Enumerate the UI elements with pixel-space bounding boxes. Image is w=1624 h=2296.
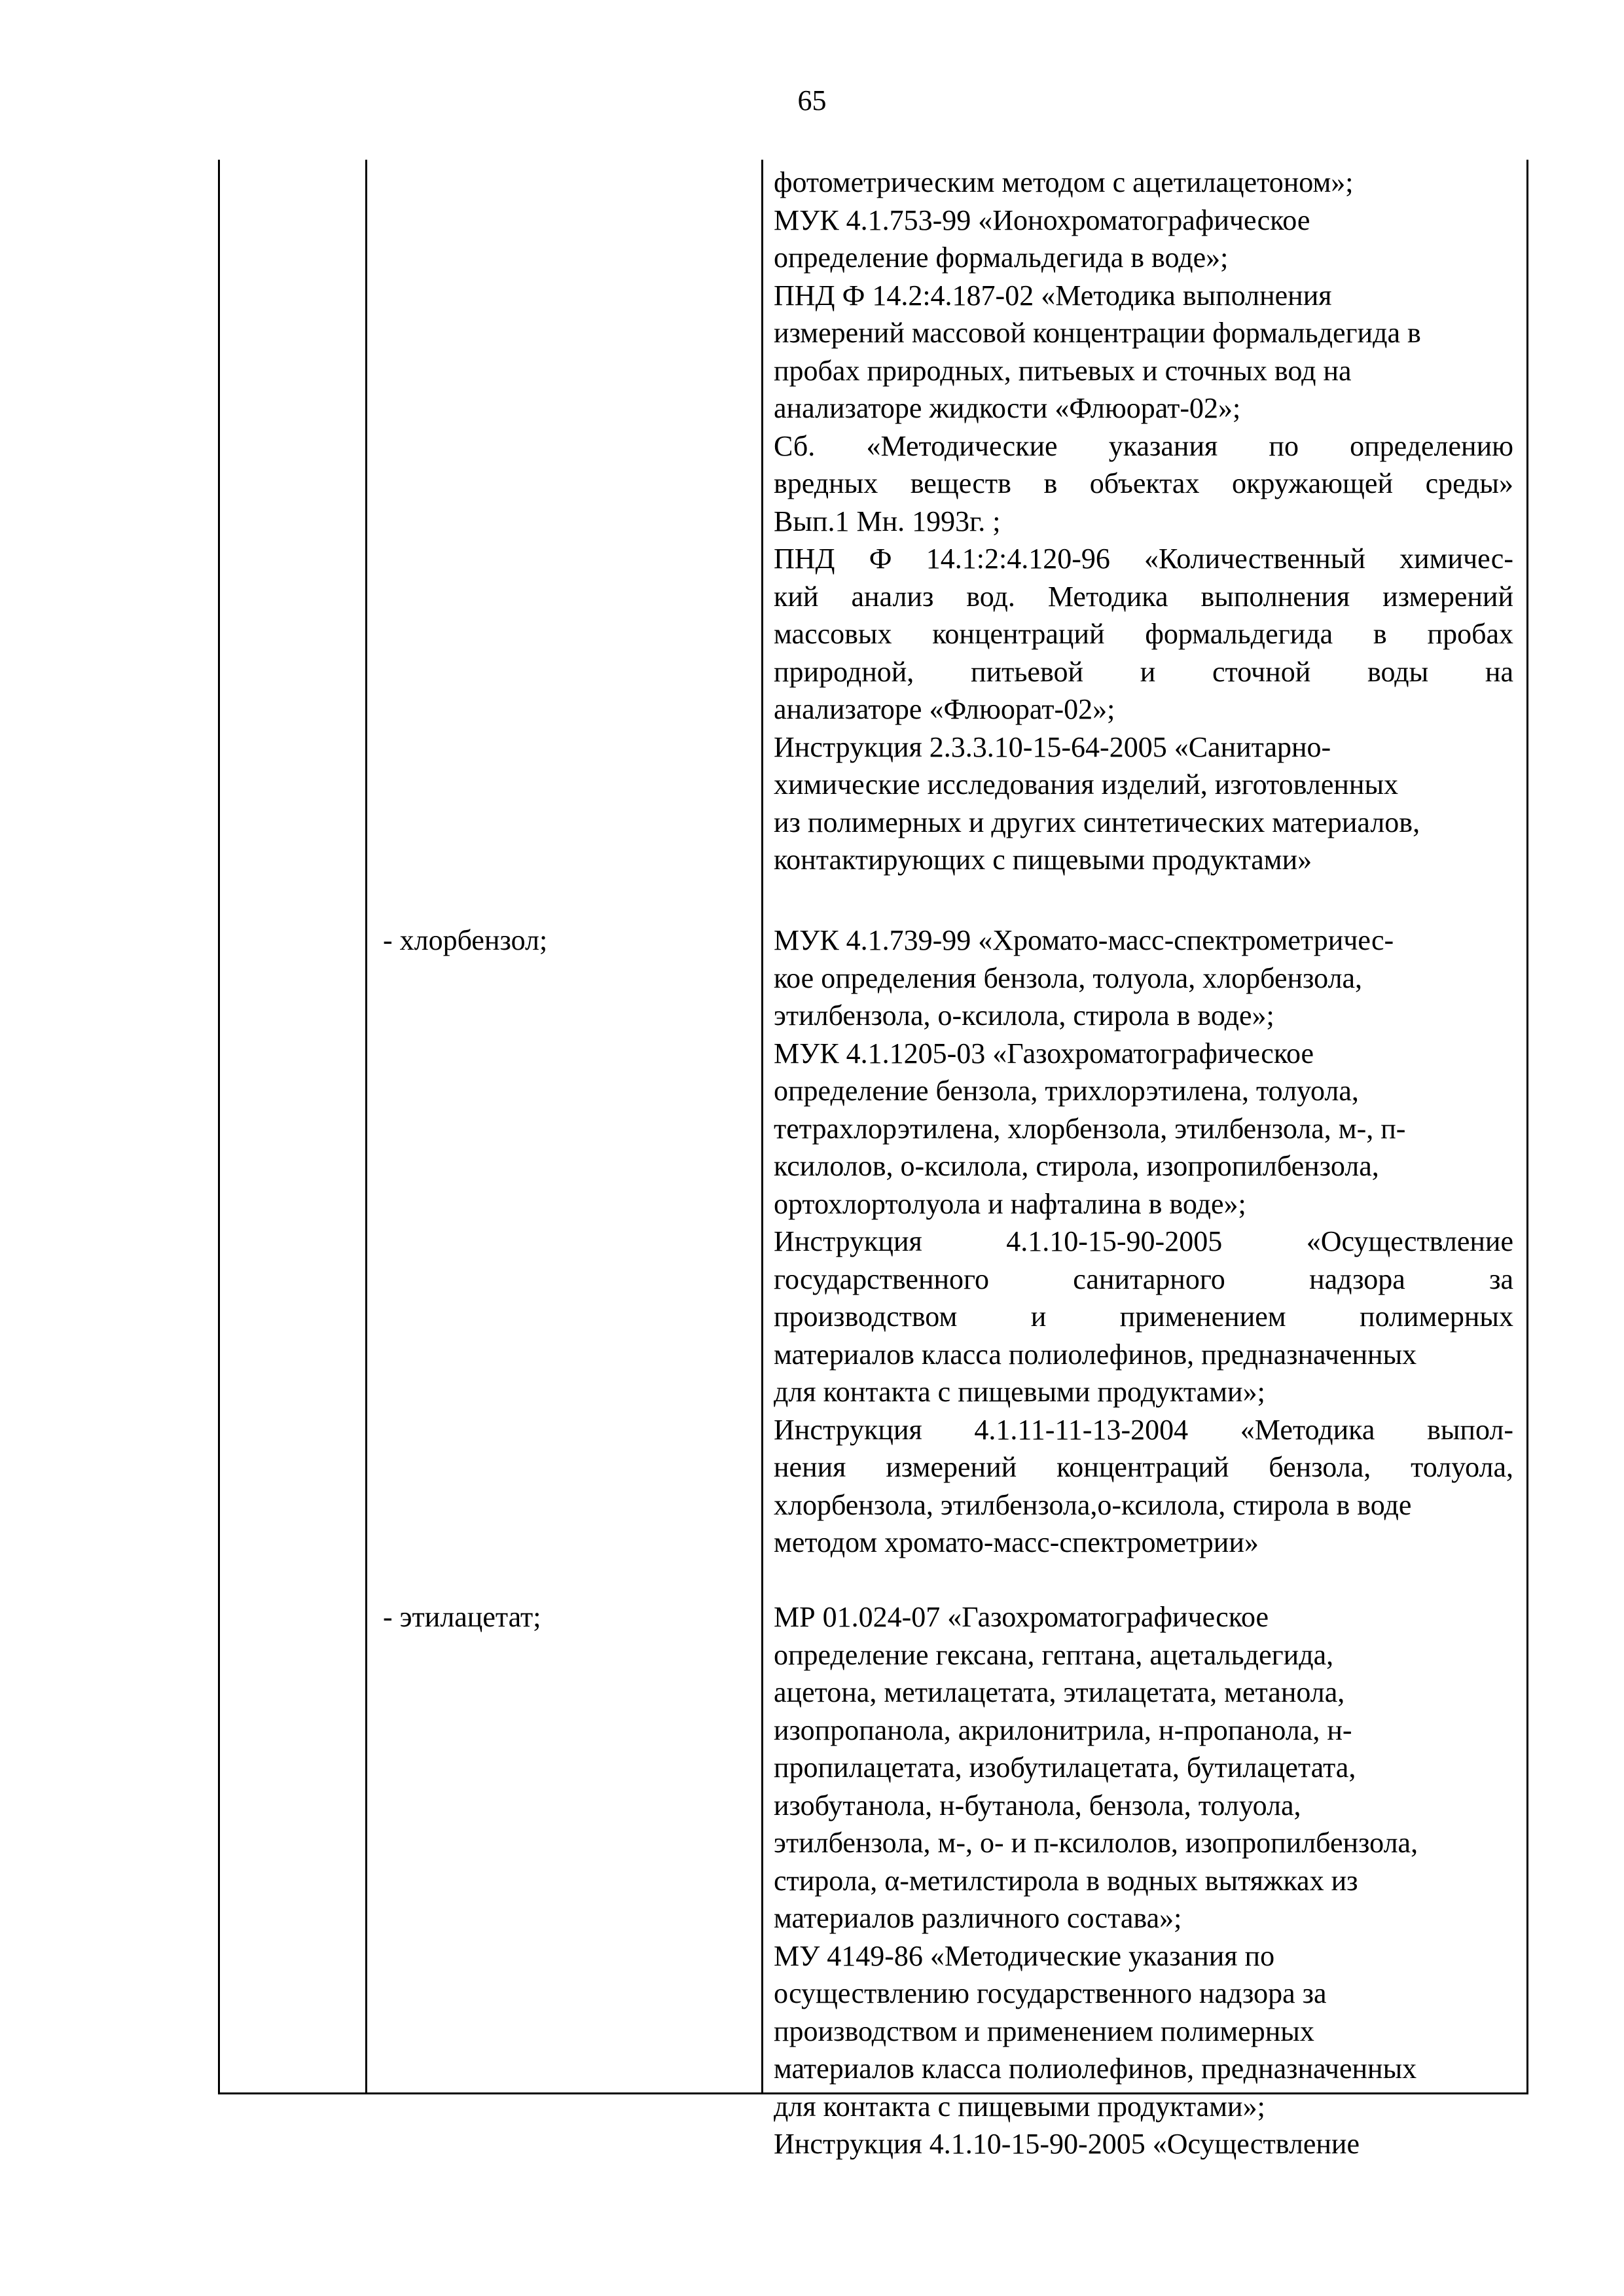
table-border-left bbox=[218, 160, 220, 2094]
methods-block-formaldehyde bbox=[774, 164, 1513, 879]
method-text-line: массовых концентраций формальдегида в пробах bbox=[774, 618, 1513, 650]
method-text-line: материалов различного состава»; bbox=[774, 1902, 1182, 1934]
method-text-line: государственного санитарного надзора за bbox=[774, 1263, 1513, 1295]
page-number: 65 bbox=[797, 84, 827, 117]
method-text-line: осуществлению государственного надзора за bbox=[774, 1977, 1327, 2009]
method-text-line: ксилолов, о-ксилола, стирола, изопропилбензола, bbox=[774, 1150, 1379, 1182]
method-text-line: этилбензола, м-, о- и п-ксилолов, изопропилбензола, bbox=[774, 1827, 1418, 1859]
method-text-line: МУК 4.1.1205-03 «Газохроматографическое bbox=[774, 1037, 1314, 1069]
method-text-line: пробах природных, питьевых и сточных вод на bbox=[774, 354, 1352, 387]
method-text-line: определение бензола, трихлорэтилена, толуола, bbox=[774, 1075, 1359, 1107]
method-text-line: Инструкция 2.3.3.10-15-64-2005 «Санитарно- bbox=[774, 730, 1331, 763]
method-text-line: пропилацетата, изобутилацетата, бутилацетата, bbox=[774, 1751, 1356, 1784]
method-text-line: изобутанола, н-бутанола, бензола, толуола, bbox=[774, 1789, 1301, 1821]
method-text-line: производством и применением полимерных bbox=[774, 1300, 1513, 1333]
method-text-line: Вып.1 Мн. 1993г. ; bbox=[774, 505, 1001, 537]
method-text-line: материалов класса полиолефинов, предназначенных bbox=[774, 1338, 1417, 1371]
method-text-line: хлорбензола, этилбензола,о-ксилола, стирола в воде bbox=[774, 1488, 1412, 1521]
method-text-line: химические исследования изделий, изготовленных bbox=[774, 768, 1399, 800]
method-text-line: фотометрическим методом с ацетилацетоном»; bbox=[774, 166, 1354, 198]
method-text-line: для контакта с пищевыми продуктами»; bbox=[774, 2090, 1265, 2123]
method-text-line: тетрахлорэтилена, хлорбензола, этилбензола, м-, п- bbox=[774, 1112, 1406, 1145]
method-text-line: из полимерных и других синтетических материалов, bbox=[774, 806, 1420, 838]
method-text-line: измерений массовой концентрации формальдегида в bbox=[774, 317, 1421, 349]
method-text-line: производством и применением полимерных bbox=[774, 2015, 1314, 2047]
method-text-line: определение гексана, гептана, ацетальдегида, bbox=[774, 1638, 1334, 1671]
method-text-line: Инструкция 4.1.11-11-13-2004 «Методика выпол- bbox=[774, 1413, 1513, 1446]
method-text-line: контактирующих с пищевыми продуктами» bbox=[774, 844, 1312, 876]
method-text-line: материалов класса полиолефинов, предназначенных bbox=[774, 2053, 1417, 2085]
method-text-line: анализаторе «Флюорат-02»; bbox=[774, 693, 1115, 725]
method-text-line: ПНД Ф 14.2:4.187-02 «Методика выполнения bbox=[774, 279, 1332, 312]
method-text-line: МУК 4.1.753-99 «Ионохроматографическое bbox=[774, 204, 1310, 236]
method-text-line: определение формальдегида в воде»; bbox=[774, 242, 1229, 274]
table-border-col2 bbox=[761, 160, 763, 2094]
method-text-line: кое определения бензола, толуола, хлорбензола, bbox=[774, 961, 1363, 994]
method-text-line: стирола, α-метилстирола в водных вытяжках из bbox=[774, 1864, 1358, 1897]
method-text-line: кий анализ вод. Методика выполнения измерений bbox=[774, 580, 1513, 613]
method-text-line: Инструкция 4.1.10-15-90-2005 «Осуществление bbox=[774, 2128, 1360, 2160]
method-text-line: МУК 4.1.739-99 «Хромато-масс-спектрометричес- bbox=[774, 924, 1394, 956]
method-text-line: методом хромато-масс-спектрометрии» bbox=[774, 1526, 1259, 1558]
method-text-line: Сб. «Методические указания по определению bbox=[774, 429, 1513, 462]
table-border-right bbox=[1526, 160, 1528, 2094]
methods-block-ethyl-acetate bbox=[774, 1598, 1513, 2163]
method-text-line: изопропанола, акрилонитрила, н-пропанола, н- bbox=[774, 1713, 1352, 1746]
method-text-line: вредных веществ в объектах окружающей среды» bbox=[774, 467, 1513, 499]
methods-block-chlorobenzene bbox=[774, 922, 1513, 1562]
method-text-line: анализаторе жидкости «Флюорат-02»; bbox=[774, 392, 1241, 424]
substance-label-ethyl-acetate: - этилацетат; bbox=[383, 1601, 541, 1633]
table-border-col1 bbox=[365, 160, 367, 2094]
method-text-line: ацетона, метилацетата, этилацетата, метанола, bbox=[774, 1676, 1345, 1708]
method-text-line: природной, питьевой и сточной воды на bbox=[774, 655, 1513, 688]
substance-label-chlorobenzene: - хлорбензол; bbox=[383, 924, 548, 956]
method-text-line: нения измерений концентраций бензола, толуола, bbox=[774, 1451, 1513, 1483]
method-text-line: ПНД Ф 14.1:2:4.120-96 «Количественный химичес- bbox=[774, 543, 1513, 575]
method-text-line: МУ 4149-86 «Методические указания по bbox=[774, 1939, 1275, 1972]
method-text-line: ортохлортолуола и нафталина в воде»; bbox=[774, 1187, 1246, 1220]
method-text-line: для контакта с пищевыми продуктами»; bbox=[774, 1376, 1265, 1408]
method-text-line: МР 01.024-07 «Газохроматографическое bbox=[774, 1601, 1269, 1633]
method-text-line: Инструкция 4.1.10-15-90-2005 «Осуществление bbox=[774, 1225, 1513, 1257]
method-text-line: этилбензола, о-ксилола, стирола в воде»; bbox=[774, 999, 1274, 1031]
